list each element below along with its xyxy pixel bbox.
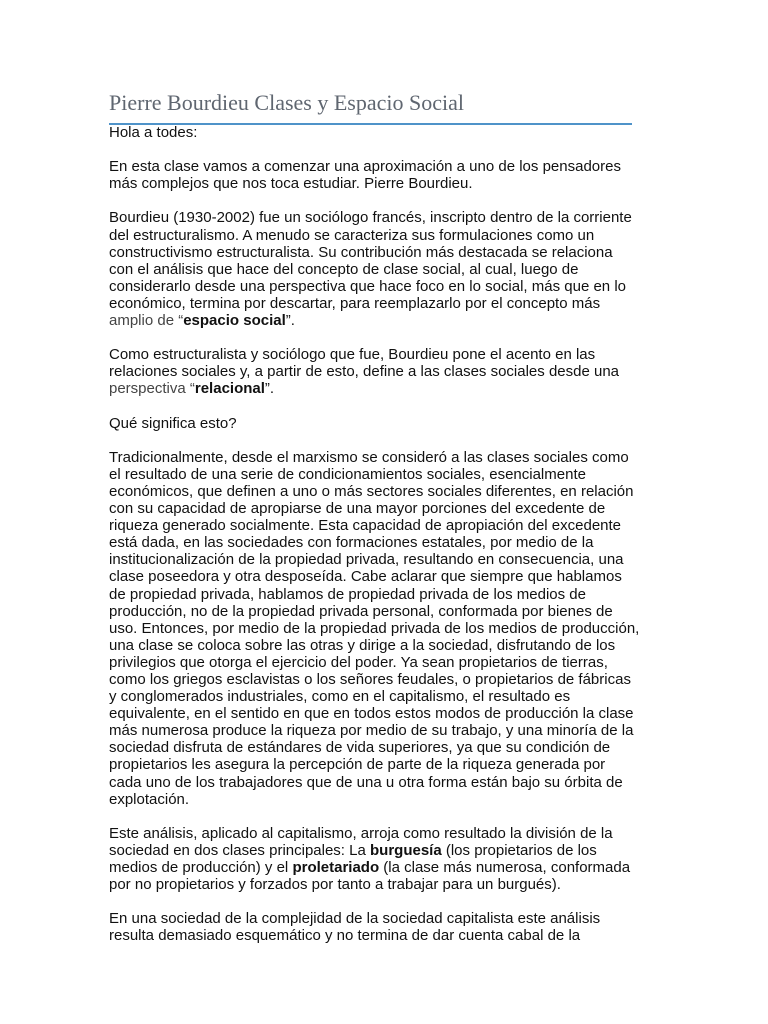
text-run: amplio de “ bbox=[109, 312, 184, 330]
text-run: ”. bbox=[264, 380, 275, 398]
text-line: con su capacidad de apropiarse de una mayor porciones del excedente de bbox=[109, 500, 606, 518]
text-line: riqueza generado socialmente. Esta capacidad de apropiación del excedente bbox=[109, 517, 622, 535]
text-line bbox=[109, 842, 669, 859]
text-line: propietarios les asegura la percepción de parte de la riqueza generada por bbox=[109, 756, 606, 774]
text-line: Bourdieu (1930-2002) fue un sociólogo francés, inscripto dentro de la corriente bbox=[109, 209, 632, 227]
text-line: relaciones sociales y, a partir de esto, define a las clases sociales desde una bbox=[109, 363, 620, 381]
text-line: producción, no de la propiedad privada personal, conformada por bienes de bbox=[109, 602, 613, 620]
text-line: Tradicionalmente, desde el marxismo se consideró a las clases sociales como bbox=[109, 448, 629, 466]
text-line: cada uno de los trabajadores que de una u otra forma están bajo su órbita de bbox=[109, 773, 623, 791]
text-line: equivalente, en el sentido en que en todos estos modos de producción la clase bbox=[109, 705, 634, 723]
text-line: Este análisis, aplicado al capitalismo, arroja como resultado la división de la bbox=[109, 824, 613, 842]
text-line: con el análisis que hace del concepto de clase social, al cual, luego de bbox=[109, 260, 579, 278]
greeting: Hola a todes: bbox=[109, 124, 198, 141]
document-title: Pierre Bourdieu Clases y Espacio Social bbox=[109, 90, 464, 115]
text-line: considerarlo desde una perspectiva que hace foco en lo social, más que en lo bbox=[109, 277, 626, 295]
text-line: más numerosa produce la riqueza por medio de su trabajo, y una minoría de la bbox=[109, 722, 634, 740]
text-line: En una sociedad de la complejidad de la sociedad capitalista este análisis bbox=[109, 910, 601, 928]
text-line: institucionalización de la propiedad privada, resultando en consecuencia, una bbox=[109, 551, 624, 569]
text-line: de propiedad privada, hablamos de propiedad privada de los medios de bbox=[109, 585, 586, 603]
term-espacio-social: espacio social bbox=[183, 312, 286, 330]
text-line: uso. Entonces, por medio de la propiedad privada de los medios de producción, bbox=[109, 619, 640, 637]
question: Qué significa esto? bbox=[109, 414, 237, 432]
text-line: En esta clase vamos a comenzar una aproximación a uno de los pensadores bbox=[109, 158, 621, 176]
text-line: constructivismo estructuralista. Su contribución más destacada se relaciona bbox=[109, 243, 613, 261]
text-run: perspectiva “ bbox=[109, 380, 195, 398]
text-line: por no propietarios y forzados por tanto a trabajar para un burgués). bbox=[109, 876, 561, 894]
text-line: más complejos que nos toca estudiar. Pierre Bourdieu. bbox=[109, 175, 473, 193]
paragraph-bourdieu bbox=[109, 209, 669, 329]
text-run: (la clase más numerosa, conformada bbox=[379, 859, 631, 877]
text-line: está dada, en las sociedades con formaciones estatales, por medio de la bbox=[109, 534, 594, 552]
text-line: económicos, que definen a uno o más sectores sociales diferentes, en relación bbox=[109, 482, 634, 500]
text-line: del estructuralismo. A menudo se caracteriza sus formulaciones como un bbox=[109, 226, 595, 244]
text-line: económico, termina por descartar, para reemplazarlo por el concepto más bbox=[109, 294, 601, 312]
text-line: privilegios que otorga el ejercicio del poder. Ya sean propietarios de tierras, bbox=[109, 653, 608, 671]
paragraph-complexity bbox=[109, 910, 669, 944]
paragraph-intro bbox=[109, 158, 669, 192]
text-line: resulta demasiado esquemático y no termina de dar cuenta cabal de la bbox=[109, 927, 581, 945]
term-burguesia: burguesía bbox=[370, 841, 442, 859]
text-line: y conglomerados industriales, como en el capitalismo, el resultado es bbox=[109, 688, 571, 706]
text-line bbox=[109, 380, 669, 397]
paragraph-capitalism bbox=[109, 825, 669, 893]
text-line: sociedad disfruta de estándares de vida superiores, ya que su condición de bbox=[109, 739, 611, 757]
text-run: sociedad en dos clases principales: La bbox=[109, 841, 370, 859]
document-body bbox=[109, 124, 669, 962]
paragraph-structuralist bbox=[109, 346, 669, 397]
text-line: como los griegos esclavistas o los señores feudales, o propietarios de fábricas bbox=[109, 671, 631, 688]
text-run: medios de producción) y el bbox=[109, 859, 293, 877]
text-line bbox=[109, 312, 669, 329]
text-line: explotación. bbox=[109, 790, 190, 808]
term-proletariado: proletariado bbox=[292, 859, 380, 877]
text-run: ”. bbox=[285, 312, 295, 330]
text-line: Como estructuralista y sociólogo que fue, Bourdieu pone el acento en las bbox=[109, 346, 596, 364]
text-line: clase poseedora y otra desposeída. Cabe aclarar que siempre que hablamos bbox=[109, 568, 622, 586]
text-run: (los propietarios de los bbox=[441, 841, 597, 859]
term-relacional: relacional bbox=[194, 380, 265, 398]
text-line: una clase se coloca sobre las otras y dirige a la sociedad, disfrutando de los bbox=[109, 636, 616, 654]
text-line: el resultado de una serie de condicionamientos sociales, esencialmente bbox=[109, 465, 586, 483]
paragraph-marxism bbox=[109, 449, 669, 808]
text-line bbox=[109, 859, 669, 876]
